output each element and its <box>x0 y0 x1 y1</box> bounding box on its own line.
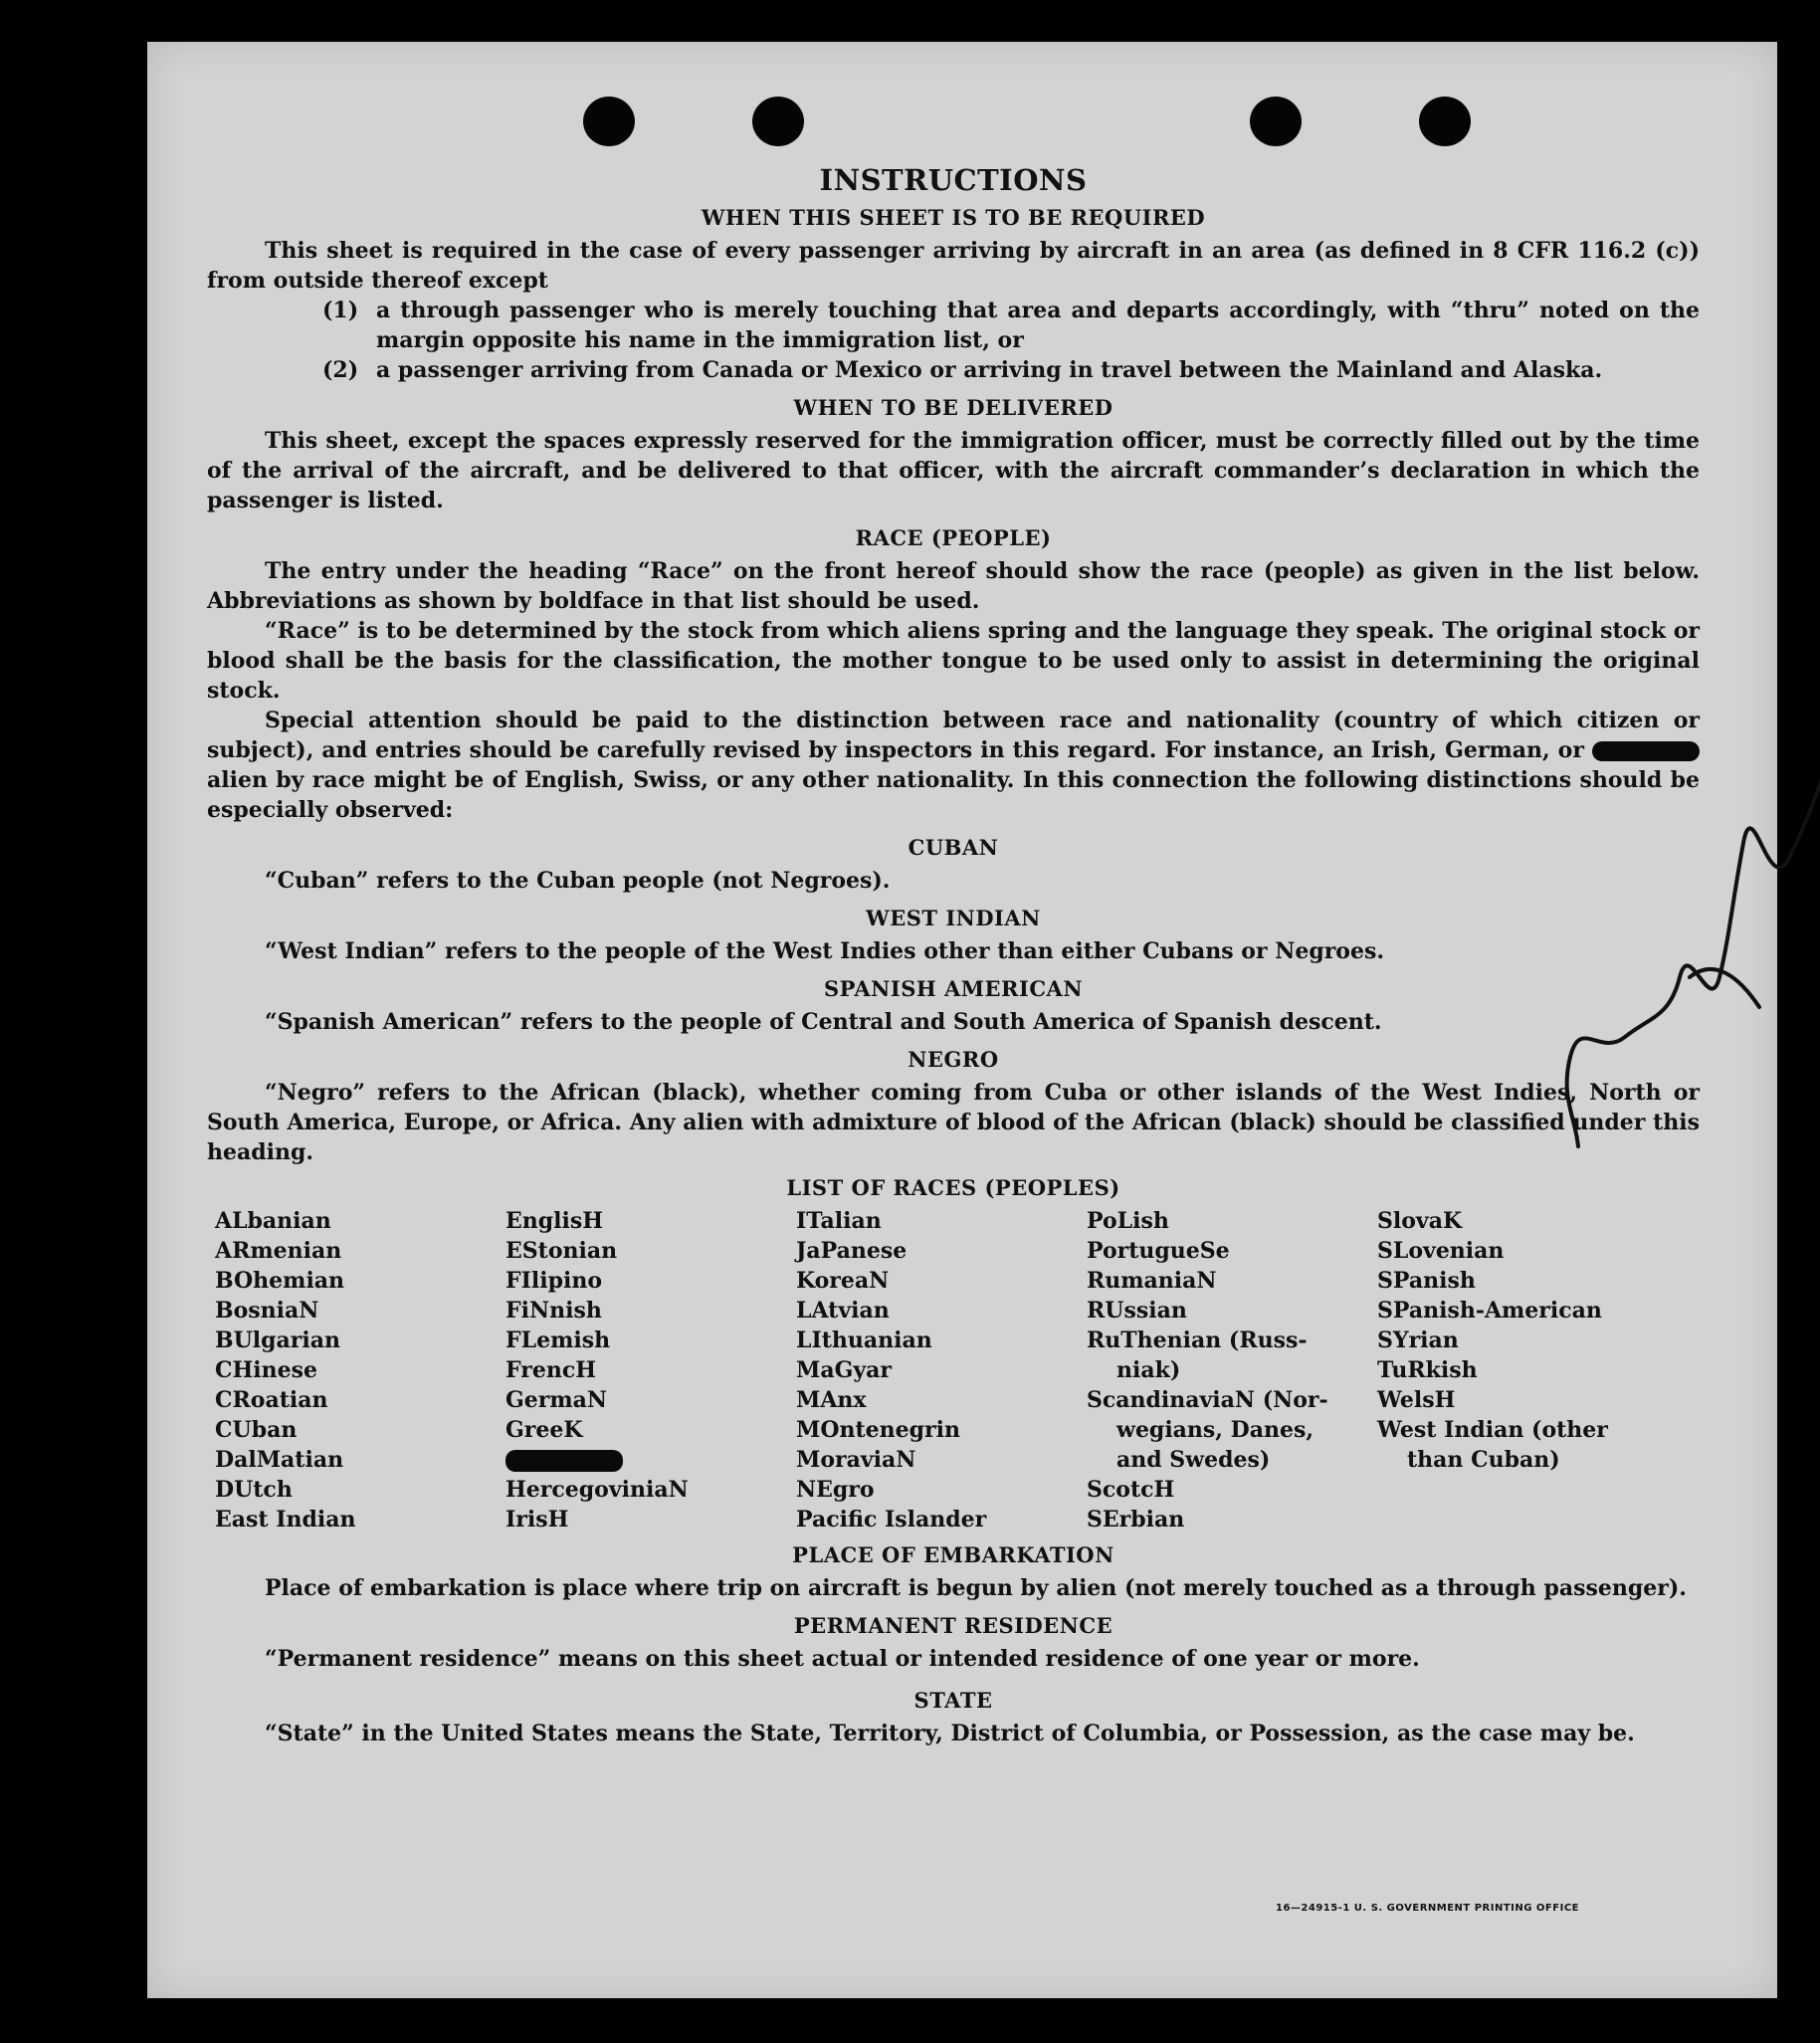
state-heading: STATE <box>913 1688 993 1713</box>
race-heading: RACE (PEOPLE) <box>855 525 1052 550</box>
punch-hole <box>583 97 635 146</box>
spanish-american-text: “Spanish American” refers to the people of Central and South America of Spanish descent. <box>265 1009 1382 1035</box>
cuban-heading: CUBAN <box>908 835 999 860</box>
instructions-content <box>207 163 1700 1748</box>
embarkation-heading: PLACE OF EMBARKATION <box>792 1542 1114 1567</box>
list-item: (2) a passenger arriving from Canada or Mexico or arriving in travel between the Mainland and Alaska. <box>322 357 1603 383</box>
document-sheet <box>147 42 1777 1998</box>
delivered-heading: WHEN TO BE DELIVERED <box>793 395 1113 420</box>
west-indian-heading: WEST INDIAN <box>866 906 1041 930</box>
redaction-mark <box>506 1445 796 1475</box>
cuban-text: “Cuban” refers to the Cuban people (not Negroes). <box>265 868 891 894</box>
required-heading: WHEN THIS SHEET IS TO BE REQUIRED <box>701 205 1206 230</box>
embarkation-text: Place of embarkation is place where trip on aircraft is begun by alien (not merely touched as a through passenger). <box>265 1575 1687 1601</box>
races-heading: LIST OF RACES (PEOPLES) <box>786 1175 1120 1200</box>
delivered-text: This sheet, except the spaces expressly reserved for the immigration officer, must be correctly filled out by the time of the arrival of the aircraft, and be delivered to that officer, with the aircraft commander’s declaration in which the passenger is listed. <box>207 428 1700 513</box>
page-title: INSTRUCTIONS <box>819 163 1088 197</box>
printing-office-footer: 16—24915-1 U. S. GOVERNMENT PRINTING OFFICE <box>1276 1903 1579 1914</box>
residence-text: “Permanent residence” means on this sheet actual or intended residence of one year or more. <box>265 1646 1420 1672</box>
negro-text: “Negro” refers to the African (black), whether coming from Cuba or other islands of the West Indies, North or South America, Europe, or Africa. Any alien with admixture of blood of the African (black) should be classified under this heading. <box>207 1080 1700 1165</box>
race-paragraph-1: The entry under the heading “Race” on the front hereof should show the race (people) as given in the list below. Abbreviations as shown by boldface in that list should be used. <box>207 558 1700 614</box>
races-column: PoLish PortugueSe RumaniaN RUssian RuThenian (Russ- niak) ScandinaviaN (Nor- wegians, Danes, and Swedes) ScotcH SErbian <box>1087 1208 1328 1532</box>
handwritten-signature <box>1540 420 1820 1156</box>
list-item: (1) a through passenger who is merely touching that area and departs accordingly, with “thru” noted on the margin opposite his name in the immigration list, or <box>322 298 1700 353</box>
state-text: “State” in the United States means the State, Territory, District of Columbia, or Possession, as the case may be. <box>265 1721 1635 1746</box>
punch-hole <box>1419 97 1471 146</box>
residence-heading: PERMANENT RESIDENCE <box>793 1613 1113 1638</box>
punch-hole <box>752 97 804 146</box>
races-list <box>215 1206 1700 1534</box>
races-column: ITalian JaPanese KoreaN LAtvian LIthuanian MaGyar MAnx MOntenegrin MoraviaN NEgro Pacific Islander <box>796 1208 987 1532</box>
negro-heading: NEGRO <box>908 1047 999 1072</box>
races-column: SlovaK SLovenian SPanish SPanish-American SYrian TuRkish WelsH West Indian (other than Cuban) <box>1377 1208 1608 1473</box>
punch-hole <box>1250 97 1302 146</box>
races-column: ALbanian ARmenian BOhemian BosniaN BUlgarian CHinese CRoatian CUban DalMatian DUtch East Indian <box>215 1208 356 1532</box>
spanish-american-heading: SPANISH AMERICAN <box>823 976 1084 1001</box>
west-indian-text: “West Indian” refers to the people of the West Indies other than either Cubans or Negroes. <box>265 938 1385 964</box>
races-column: EnglisH EStonian FIlipino FiNnish FLemish FrencH GermaN GreeK HercegoviniaN IrisH <box>506 1206 796 1534</box>
race-paragraph-2: “Race” is to be determined by the stock from which aliens spring and the language they speak. The original stock or blood shall be the basis for the classification, the mother tongue to be used only to assist in determining the original stock. <box>207 618 1700 704</box>
required-intro: This sheet is required in the case of every passenger arriving by aircraft in an area (as defined in 8 CFR 116.2 (c)) from outside thereof except <box>207 238 1700 294</box>
race-paragraph-3: Special attention should be paid to the distinction between race and nationality (country of which citizen or subject), and entries should be carefully revised by inspectors in this regard. For instance, an Irish, German, or alien by race might be of English, Swiss, or any other nationality. In this connection the following distinctions should be especially observed: <box>207 708 1700 823</box>
